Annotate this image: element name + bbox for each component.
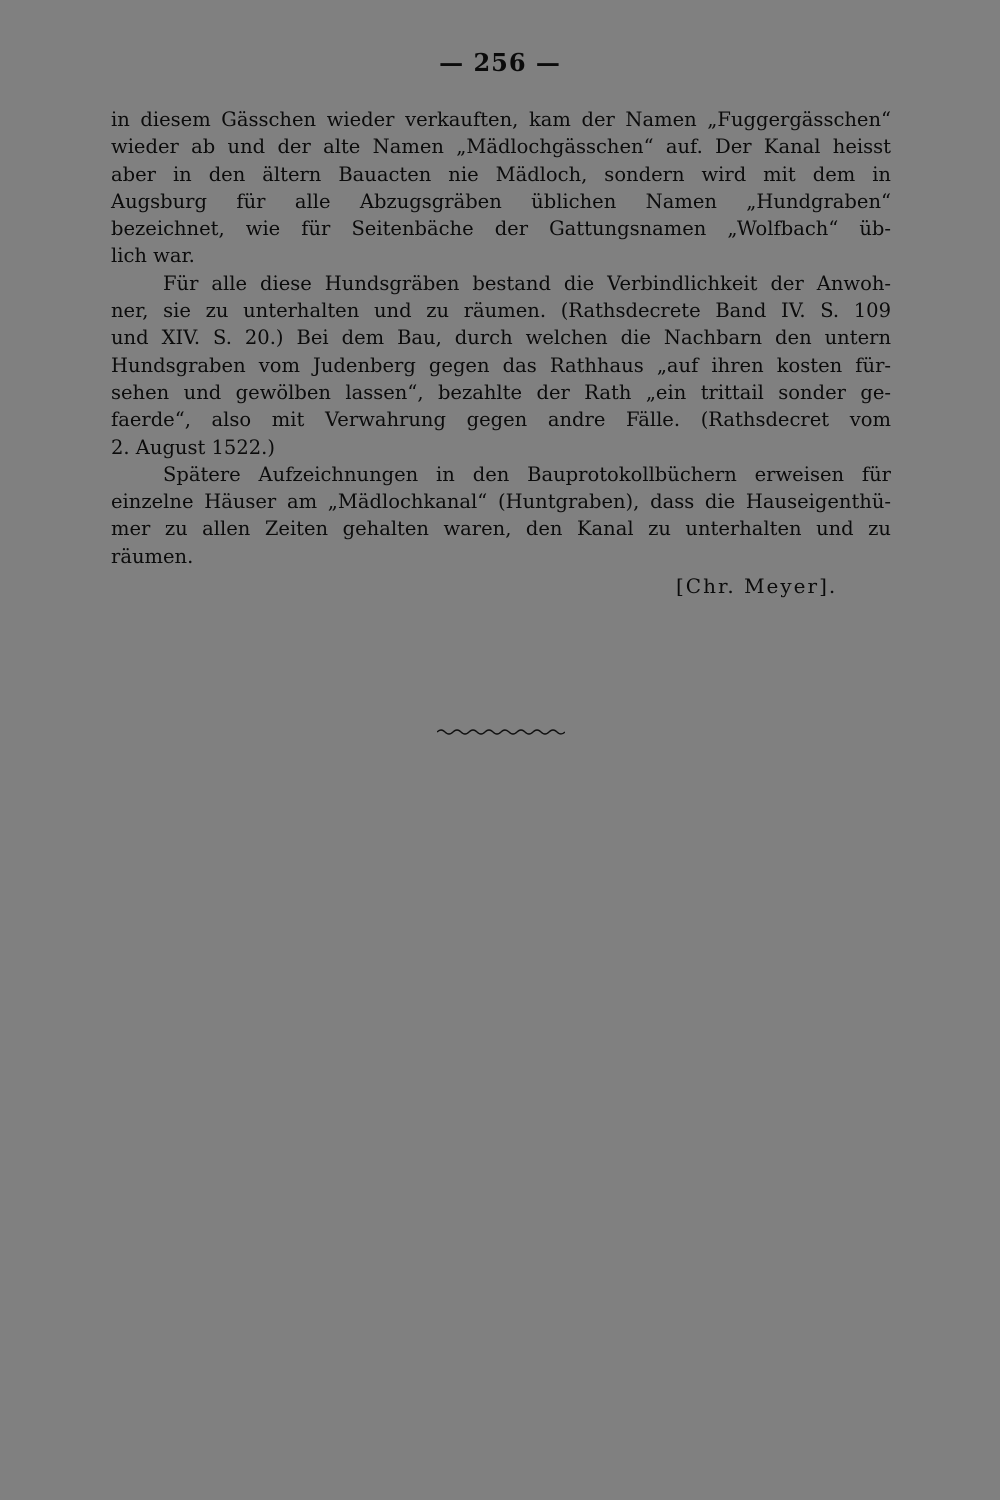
author-signature: [Chr. Meyer]. <box>676 574 838 598</box>
text-line: Hundsgraben vom Judenberg gegen das Rathhaus „auf ihren kosten für- <box>111 353 891 377</box>
text-line: Für alle diese Hundsgräben bestand die Verbindlichkeit der Anwoh- <box>163 271 891 295</box>
text-line: 2. August 1522.) <box>111 435 275 459</box>
text-line: wieder ab und der alte Namen „Mädlochgässchen“ auf. Der Kanal heisst <box>111 135 891 159</box>
text-line: sehen und gewölben lassen“, bezahlte der Rath „ein trittail sonder ge- <box>111 380 891 404</box>
text-line: mer zu allen Zeiten gehalten waren, den Kanal zu unterhalten und zu <box>111 517 891 541</box>
text-line: räumen. <box>111 544 194 568</box>
text-line: Spätere Aufzeichnungen in den Bauprotokollbüchern erweisen für <box>163 462 891 486</box>
wavy-divider-ornament <box>437 728 565 736</box>
text-line: einzelne Häuser am „Mädlochkanal“ (Huntgraben), dass die Hauseigenthü- <box>111 490 891 514</box>
body-text <box>111 106 891 570</box>
text-line: Augsburg für alle Abzugsgräben üblichen Namen „Hundgraben“ <box>111 189 891 213</box>
text-line: ner, sie zu unterhalten und zu räumen. (Rathsdecrete Band IV. S. 109 <box>111 299 891 323</box>
text-line: bezeichnet, wie für Seitenbäche der Gattungsnamen „Wolfbach“ üb- <box>111 217 891 241</box>
text-line: in diesem Gässchen wieder verkauften, kam der Namen „Fuggergässchen“ <box>111 108 891 131</box>
page-number: — 256 — <box>439 48 561 77</box>
text-line: und XIV. S. 20.) Bei dem Bau, durch welchen die Nachbarn den untern <box>111 326 891 350</box>
text-line: faerde“, also mit Verwahrung gegen andre Fälle. (Rathsdecret vom <box>111 408 891 432</box>
text-line: lich war. <box>111 244 195 268</box>
text-line: aber in den ältern Bauacten nie Mädloch, sondern wird mit dem in <box>111 162 891 186</box>
